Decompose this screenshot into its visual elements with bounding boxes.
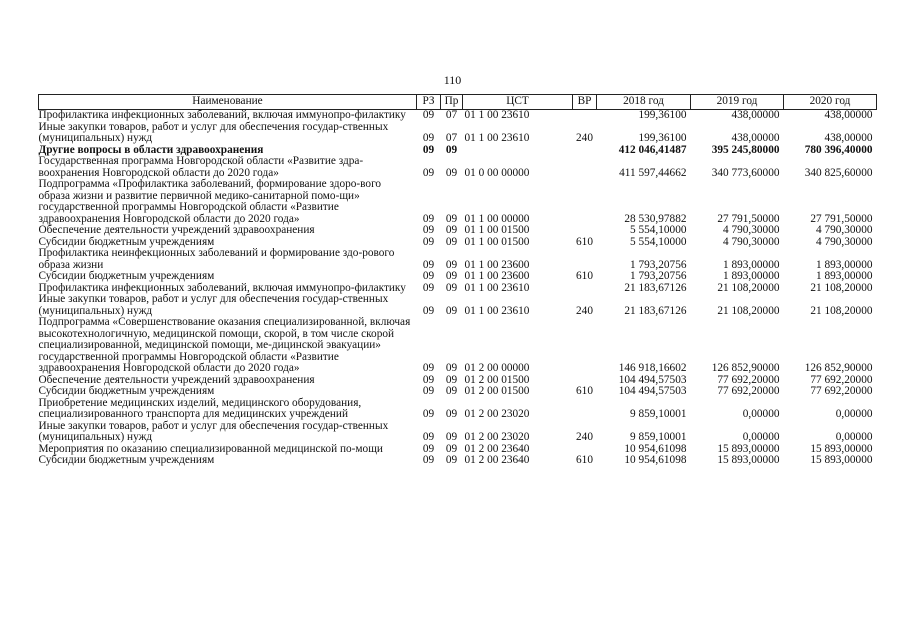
table-row <box>39 248 877 271</box>
row-cst: 01 2 00 23020 <box>464 408 530 420</box>
table-row <box>39 122 877 145</box>
table-row <box>39 179 877 225</box>
row-value-2019: 438,00000 <box>731 132 780 144</box>
row-value-2018: 9 859,10001 <box>630 408 687 420</box>
table-row <box>39 386 877 398</box>
row-pr: 09 <box>445 258 458 271</box>
row-value-2020: 1 893,00000 <box>816 270 873 282</box>
budget-table <box>38 94 877 467</box>
table-row <box>39 294 877 317</box>
row-value-2019: 77 692,20000 <box>717 385 780 397</box>
header-2020: 2020 год <box>784 95 877 110</box>
row-rz: 09 <box>422 281 435 294</box>
row-value-2020: 21 108,20000 <box>810 281 873 294</box>
row-value-2020: 15 893,00000 <box>810 454 873 466</box>
row-name: Субсидии бюджетным учреждениям <box>38 454 215 466</box>
row-name: Субсидии бюджетным учреждениям <box>38 385 215 397</box>
row-value-2019: 21 108,20000 <box>717 304 780 317</box>
row-vr: 240 <box>576 132 593 144</box>
row-rz: 09 <box>422 224 435 236</box>
row-value-2018: 9 859,10001 <box>630 431 687 443</box>
row-name: Иные закупки товаров, работ и услуг для обеспечения государ-ственных (муниципальных) нужд <box>38 419 389 443</box>
row-value-2019: 395 245,80000 <box>711 143 780 156</box>
row-vr <box>573 179 597 225</box>
row-rz: 09 <box>422 373 435 386</box>
row-cst: 01 2 00 01500 <box>464 373 530 386</box>
table-row <box>39 271 877 283</box>
row-value-2018: 412 046,41487 <box>618 143 687 156</box>
row-pr: 09 <box>445 431 458 443</box>
row-rz: 09 <box>422 408 435 420</box>
table-row <box>39 156 877 179</box>
row-cst: 01 1 00 01500 <box>464 235 530 248</box>
row-value-2019: 438,00000 <box>731 109 780 121</box>
row-rz: 09 <box>422 270 435 282</box>
row-name: Профилактика инфекционных заболеваний, включая иммунопро-филактику <box>38 281 406 294</box>
table-body <box>39 110 877 467</box>
row-value-2020: 340 825,60000 <box>804 166 873 179</box>
row-cst: 01 1 00 23600 <box>464 258 530 271</box>
row-name: Государственная программа Новгородской области «Развитие здра-воохранения Новгородской области до 2020 года» <box>38 155 364 179</box>
row-value-2018: 5 554,10000 <box>630 235 687 248</box>
row-vr <box>573 398 597 421</box>
row-cst: 01 1 00 23610 <box>464 304 530 317</box>
page-number: 110 <box>443 73 462 87</box>
row-value-2020: 21 108,20000 <box>810 304 873 317</box>
row-vr: 240 <box>576 304 593 317</box>
header-2019: 2019 год <box>691 95 784 110</box>
row-cst: 01 2 00 00000 <box>464 362 530 374</box>
table-row <box>39 225 877 237</box>
row-value-2018: 146 918,16602 <box>618 362 687 374</box>
row-value-2018: 104 494,57503 <box>618 385 687 397</box>
row-value-2020: 4 790,30000 <box>816 224 873 236</box>
row-name: Приобретение медицинских изделий, медицинского оборудования, специализированного транспорта для медицинских учреждений <box>38 396 362 420</box>
table-row <box>39 398 877 421</box>
row-value-2020: 77 692,20000 <box>810 385 873 397</box>
row-value-2020: 438,00000 <box>824 132 873 144</box>
header-cst: ЦСТ <box>463 95 573 110</box>
row-value-2020: 0,00000 <box>835 408 873 420</box>
row-pr: 09 <box>445 373 458 386</box>
row-pr: 09 <box>445 166 458 179</box>
row-value-2020: 15 893,00000 <box>810 442 873 455</box>
row-rz: 09 <box>422 431 435 443</box>
row-pr: 09 <box>445 281 458 294</box>
row-value-2019: 340 773,60000 <box>711 166 780 179</box>
row-vr <box>573 283 597 295</box>
row-rz: 09 <box>422 143 435 156</box>
row-vr: 610 <box>576 235 593 248</box>
header-rz: РЗ <box>417 95 441 110</box>
row-value-2020: 126 852,90000 <box>804 362 873 374</box>
row-value-2018: 28 530,97882 <box>624 212 687 225</box>
row-vr: 610 <box>576 454 593 466</box>
row-pr: 09 <box>445 270 458 282</box>
row-rz: 09 <box>422 212 435 225</box>
row-value-2019: 15 893,00000 <box>717 454 780 466</box>
header-name: Наименование <box>39 95 417 110</box>
row-name: Иные закупки товаров, работ и услуг для обеспечения государ-ственных (муниципальных) нужд <box>38 120 389 144</box>
row-value-2019: 77 692,20000 <box>717 373 780 386</box>
row-name: Другие вопросы в области здравоохранения <box>38 143 264 156</box>
row-vr: 240 <box>576 431 593 443</box>
row-pr: 09 <box>445 143 458 156</box>
row-rz: 09 <box>422 304 435 317</box>
row-cst: 01 1 00 01500 <box>464 224 530 236</box>
row-value-2020: 0,00000 <box>835 431 873 443</box>
row-value-2019: 4 790,30000 <box>723 235 780 248</box>
row-name: Подпрограмма «Профилактика заболеваний, формирование здоро-вого образа жизни и развитие первичной медико-санитарной помо-щи» государственной программы Новгородской области «Развитие здравоохранения Новгородской области до 2020 года» <box>38 178 382 225</box>
row-pr: 09 <box>445 304 458 317</box>
row-cst: 01 2 00 23020 <box>464 431 530 443</box>
row-value-2018: 411 597,44662 <box>619 166 687 179</box>
row-rz: 09 <box>422 109 435 121</box>
row-name: Мероприятия по оказанию специализированной медицинской по-мощи <box>38 442 383 455</box>
row-cst <box>463 145 573 157</box>
row-pr: 09 <box>445 362 458 374</box>
row-name: Субсидии бюджетным учреждениям <box>38 270 215 282</box>
row-cst: 01 2 00 01500 <box>464 385 530 397</box>
table-header-row <box>39 95 877 110</box>
row-vr <box>573 225 597 237</box>
row-cst: 01 1 00 23610 <box>464 109 530 121</box>
row-cst: 01 1 00 23610 <box>464 132 530 144</box>
row-value-2018: 5 554,10000 <box>630 224 687 236</box>
row-pr: 09 <box>445 454 458 466</box>
row-pr: 09 <box>445 408 458 420</box>
row-cst: 01 1 00 00000 <box>464 212 530 225</box>
row-vr <box>573 156 597 179</box>
row-value-2018: 21 183,67126 <box>624 304 687 317</box>
row-cst: 01 1 00 23600 <box>464 270 530 282</box>
row-value-2018: 199,36100 <box>638 132 687 144</box>
row-rz: 09 <box>422 385 435 397</box>
row-name: Профилактика инфекционных заболеваний, включая иммунопро-филактику <box>38 109 406 121</box>
row-value-2018: 10 954,61098 <box>624 454 687 466</box>
row-value-2020: 4 790,30000 <box>816 235 873 248</box>
row-value-2019: 15 893,00000 <box>717 442 780 455</box>
table-row <box>39 455 877 467</box>
row-value-2019: 4 790,30000 <box>723 224 780 236</box>
row-name: Обеспечение деятельности учреждений здравоохранения <box>38 373 315 386</box>
row-value-2018: 21 183,67126 <box>624 281 687 294</box>
table-row <box>39 421 877 444</box>
row-rz: 09 <box>422 132 435 144</box>
row-pr: 09 <box>445 224 458 236</box>
table-row <box>39 110 877 122</box>
row-value-2018: 104 494,57503 <box>618 373 687 386</box>
row-name: Профилактика неинфекционных заболеваний и формирование здо-рового образа жизни <box>38 247 395 271</box>
row-pr: 07 <box>445 132 458 144</box>
row-value-2019: 0,00000 <box>742 431 780 443</box>
row-value-2019: 1 893,00000 <box>723 270 780 282</box>
row-value-2019: 1 893,00000 <box>723 258 780 271</box>
row-rz: 09 <box>422 442 435 455</box>
row-name: Субсидии бюджетным учреждениям <box>38 235 215 248</box>
row-pr: 07 <box>445 109 458 121</box>
row-vr: 610 <box>576 270 593 282</box>
row-value-2020: 27 791,50000 <box>810 212 873 225</box>
row-vr <box>573 248 597 271</box>
row-name: Обеспечение деятельности учреждений здравоохранения <box>38 224 315 236</box>
row-value-2018: 1 793,20756 <box>630 258 687 271</box>
table-row <box>39 317 877 375</box>
row-cst: 01 1 00 23610 <box>464 281 530 294</box>
row-value-2019: 0,00000 <box>742 408 780 420</box>
row-value-2018: 199,36100 <box>638 109 687 121</box>
row-name: Подпрограмма «Совершенствование оказания специализированной, включая высокотехнологичную, медицинской помощи, скорой, в том числе скорой специализированной, медицинской помощи, ме-дицинской эвакуации» государственной программы Новгородской области «Развитие здравоохранения Новгородской области до 2020 года» <box>38 316 411 374</box>
row-name: Иные закупки товаров, работ и услуг для обеспечения государ-ственных (муниципальных) нужд <box>38 293 389 317</box>
row-rz: 09 <box>422 166 435 179</box>
row-rz: 09 <box>422 454 435 466</box>
row-value-2020: 77 692,20000 <box>810 373 873 386</box>
row-value-2018: 10 954,61098 <box>624 442 687 455</box>
header-pr: Пр <box>441 95 463 110</box>
row-value-2018: 1 793,20756 <box>630 270 687 282</box>
row-value-2020: 1 893,00000 <box>816 258 873 271</box>
row-value-2019: 126 852,90000 <box>711 362 780 374</box>
row-pr: 09 <box>445 212 458 225</box>
row-cst: 01 2 00 23640 <box>464 454 530 466</box>
row-rz: 09 <box>422 258 435 271</box>
row-rz: 09 <box>422 235 435 248</box>
row-value-2020: 438,00000 <box>824 109 873 121</box>
row-value-2019: 27 791,50000 <box>717 212 780 225</box>
row-cst: 01 0 00 00000 <box>464 166 530 179</box>
row-rz: 09 <box>422 362 435 374</box>
row-vr <box>573 145 597 157</box>
row-pr: 09 <box>445 385 458 397</box>
row-vr <box>573 110 597 122</box>
row-value-2019: 21 108,20000 <box>717 281 780 294</box>
row-cst: 01 2 00 23640 <box>464 442 530 455</box>
row-value-2020: 780 396,40000 <box>804 143 873 156</box>
row-vr: 610 <box>576 385 593 397</box>
header-2018: 2018 год <box>597 95 691 110</box>
header-vr: ВР <box>573 95 597 110</box>
row-pr: 09 <box>445 442 458 455</box>
row-vr <box>573 317 597 375</box>
row-pr: 09 <box>445 235 458 248</box>
